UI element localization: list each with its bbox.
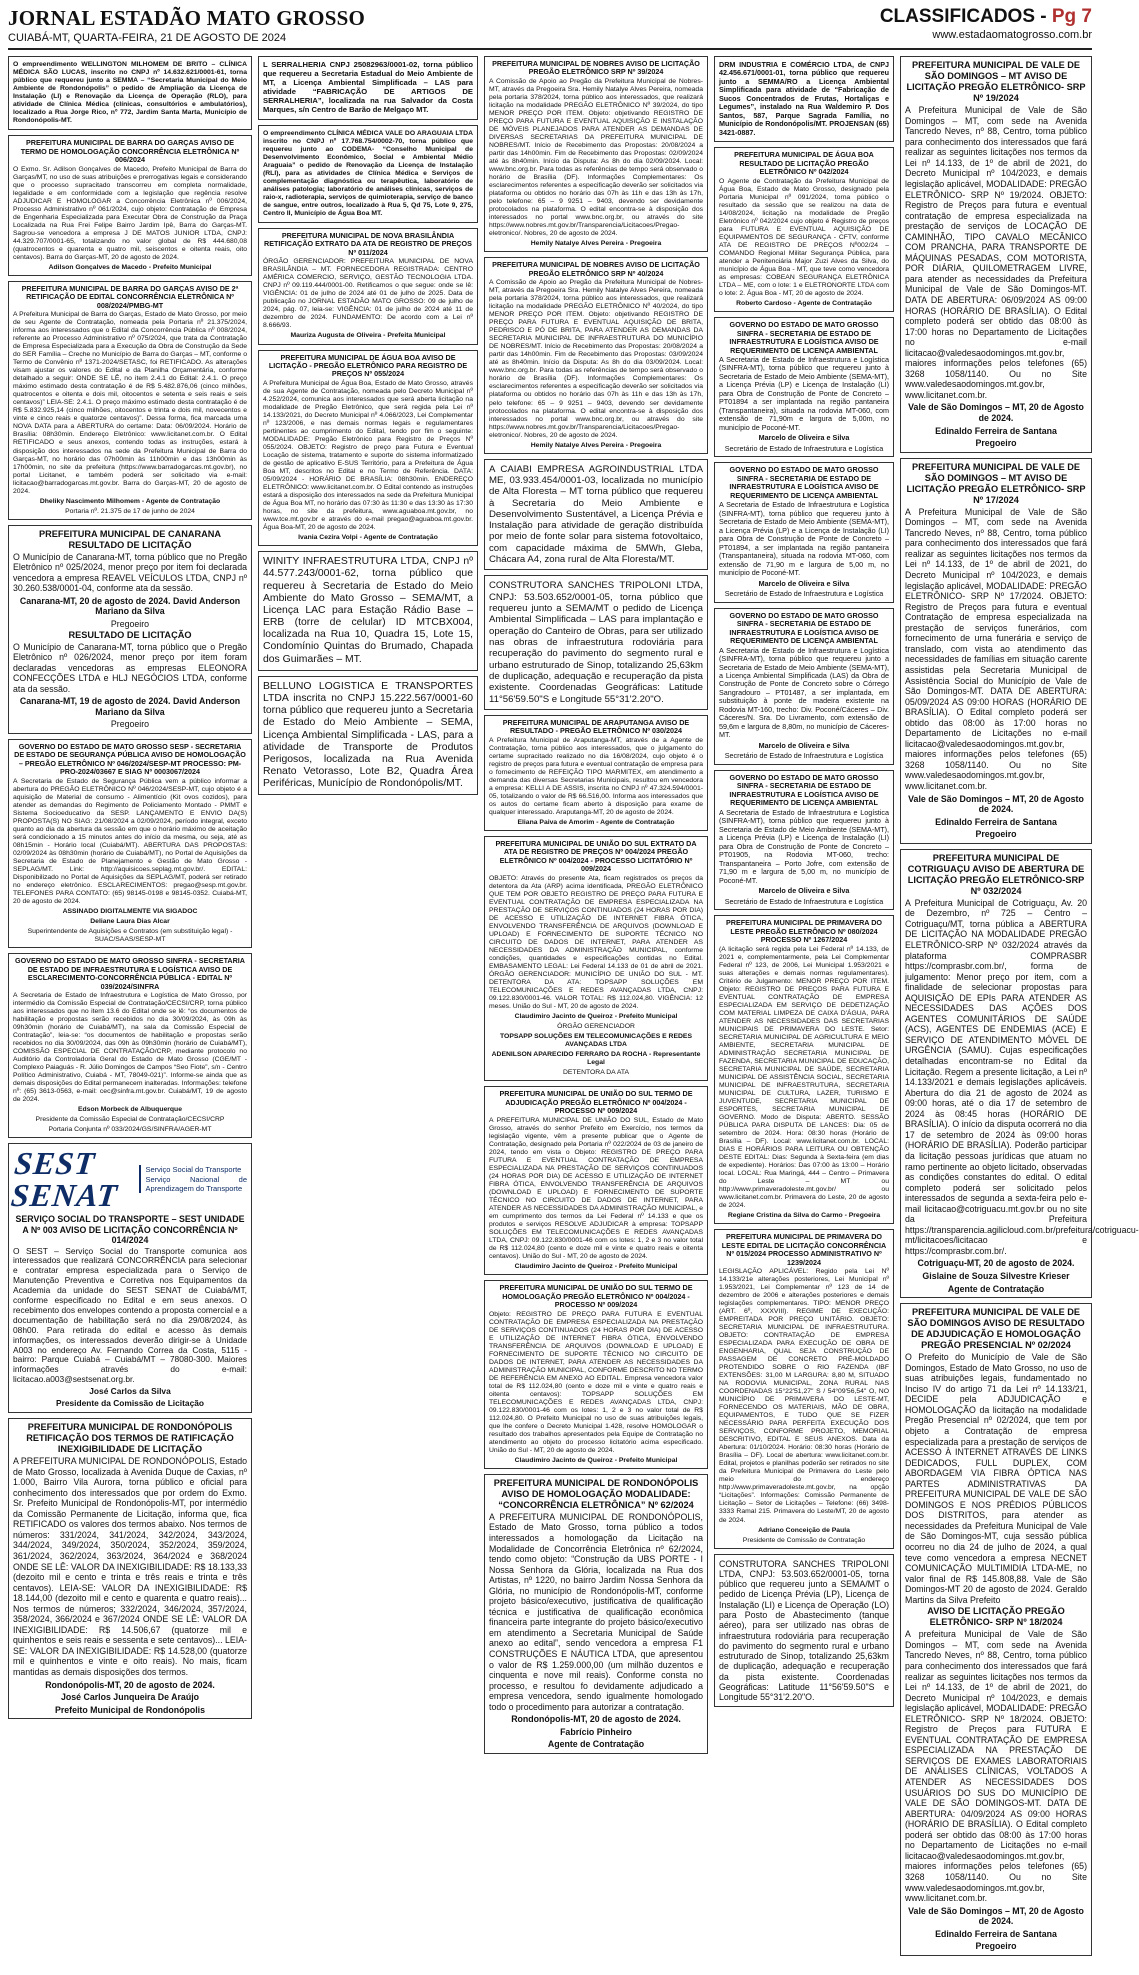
signature-role: Agente de Contratação xyxy=(947,1283,1045,1294)
notice-canarana xyxy=(8,525,252,734)
notice-sanches-posto xyxy=(714,1554,894,1708)
column-5 xyxy=(900,56,1139,1967)
signature-role: Presidente da Comissão de Licitação xyxy=(55,1398,204,1409)
signature-role: Secretário de Estado de Infraestrutura e Logística xyxy=(724,896,884,906)
signature: Claudimiro Jacinto de Queiroz - Prefeito Municipal xyxy=(514,1263,678,1271)
notice-text: A Prefeitura Municipal de Barra do Garças, Estado de Mato Grosso, por meio de seu Agente de Contratação, nomeada pela Portaria nº 21.375/2024, informa aos interessados que o Edital da Concorrência Pública nº 008/2024, referente ao Processo Administrativo nº 075/2024, que trata da Contratação de Empresa Especializada para a Execução da Obra de Construção da Sede do SER Família – Creche no Município de Barra do Garças – MT, conforme o Termo de Convênio nº 1371-2024/SETASC, foi RETIFICADO. As alterações visam ajustar os valores do Edital e da Planilha Orçamentária, conforme detalhado a seguir: ONDE SE LÊ, no item 2.4.1 do Edital: 2.4.1. O preço máximo estimado desta contratação é de R$ 5.482.876,06 (cinco milhões, quatrocentos e oitenta e dois mil, oitocentos e setenta e seis reais e seis centavos)” LEIA-SE: 2.4.1. O preço máximo estimado desta contratação é de R$ 5.832.925,14 (cinco milhões, oitocentos e trinta e dois mil, novecentos e vinte e cinco reais e quatorze centavos)”. Dessa forma, fica marcada uma NOVA DATA para a ABERTURA do certame: Data: 06/09/2024. Horário de Brasília: 08h30min. Endereço Eletrônico: www.licitanet.com.br. O Edital RETIFICADO e seus anexos, contendo todas as instruções, estará à disposição dos interessados na sede da Prefeitura Municipal de Barra do Garças-MT, no horário das 07h00min às 11h00min e das 13h00min às 17h00min, no site da prefeitura (https://www.barradogarcas.mt.gov.br), no portal Licitanet, e também poderá ser solicitado via e-mail: licitacao@barradogarcas.mt.gov.br. Barra do Garças-MT, 20 de agosto de 2024. xyxy=(13,311,247,495)
notice-l-serralheria xyxy=(258,56,478,120)
notice-title: PREFEITURA MUNICIPAL DE NOBRES AVISO DE LICITAÇÃO PREGÃO ELETRÔNICO SRP Nº 39/2024 xyxy=(492,59,700,77)
notice-title: PREFEITURA MUNICIPAL DE UNIÃO DO SUL TERMO DE ADJUDICAÇÃO PREGÃO ELETRÔNICO Nº 004/2024 - PROCESSO Nº 009/2024 xyxy=(499,1089,693,1116)
notice-sinfra-licenca-1 xyxy=(714,317,894,457)
signature-role: Prefeito Municipal de Rondonópolis xyxy=(54,1704,206,1715)
site-url[interactable]: www.estadaomatogrosso.com.br xyxy=(932,29,1092,41)
notice-nobres-39 xyxy=(484,56,708,252)
notice-title: PREFEITURA MUNICIPAL DE NOBRES AVISO DE LICITAÇÃO PREGÃO ELETRÔNICO SRP Nº 40/2024 xyxy=(492,260,700,278)
notice-text: O Município de Canarana-MT, torna público que o Pregão Eletrônico nº 026/2024, menor preço por item foram declaradas vencedoras as empresas ELEONORA CONFECÇÕES LTDA e HLJ NEGÓCIOS LTDA, conforme ata da sessão. xyxy=(13,641,247,694)
notice-text: Objeto: REGISTRO DE PREÇO PARA FUTURA E EVENTUAL CONTRATAÇÃO DE EMPRESA ESPECIALIZADA NA PRESTAÇÃO DE SERVIÇOS CONTINUADOS (24 HORAS POR DIA) DE ACESSO E UTILIZAÇÃO DE INTERNET FIBRA ÓTICA, ENVOLVENDO TRANSFERÊNCIA DE ARQUIVOS (DOWNLOAD E UPLOAD) E FORNECIMENTO DE SUPORTE TÉCNICO NO CIRCUITO DE DADOS DE INTERNET, PARA ATENDER AS NECESSIDADES DA ADMINISTRAÇÃO MUNICIPAL, CONFORME DESCRITO NO TERMO DE REFERÊNCIA EM ANEXO AO EDITAL. Empresa vencedora valor total de R$ 112.024,80 (cento e doze mil e vinte e quatro reais e oitenta centavos): TOPSAPP SOLUÇÕES EM TELECOMUNICAÇÕES E REDES AVANÇADAS LTDA, CNPJ: 09.122.830/0001-46 com os lotes: 1, 2 e 3 no valor total de R$ 112.024,80. O Prefeito Municipal no uso de suas atribuições legais, que lhe confere o Decreto Municipal 1.428, resolve HOMOLOGAR o resultado dos trabalhos apresentados pela Equipe de Contratação no atendimento ao objeto do processo licitatório acima especificado. União do Sul - MT, 20 de agosto de 2024. xyxy=(489,1310,703,1454)
notice-text: ÓRGÃO GERENCIADOR: PREFEITURA MUNICIPAL DE NOVA BRASILÂNDIA – MT. FORNECEDORA REGISTRADA: CENTRO AMÉRICA COMERCIO, SERVIÇO, GESTÃO TECNOLOGIA LTDA. CNPJ nº 09.119.444/0001-00. Retificamos o que segue: onde se lê: VIGÊNCIA: 01 de julho de 2024 até 01 de julho de 2025. Data de publicação no JORNAL ESTADÃO MATO GROSSO: 09 de julho de 2024, pág. 07, leia-se: VIGÊNCIA: 01 de julho de 2024 até 11 de dezembro de 2024. FUNDAMENTO: De acordo com a Lei nº 8.666/93. xyxy=(263,258,473,330)
notice-rondonopolis-homologacao xyxy=(484,1474,708,1754)
sest-senat-logo xyxy=(9,1145,247,1214)
masthead xyxy=(8,4,1092,50)
notice-clinica-araguaia xyxy=(258,125,478,223)
signature: Dheliky Nascimento Milhomem - Agente de Contratação xyxy=(39,497,221,505)
notice-text: O SEST – Serviço Social do Transporte comunica aos interessados que realizará CONCORRÊNCIA para selecionar e contratar empresa especializada para o Serviço de Manutenção Preventiva e Corretiva nos Equipamentos da Academia da unidade do SEST SENAT de Cuiabá/MT, conforme especificado no Edital e em seus anexos. O recebimento dos envelopes contendo a proposta comercial e a documentação de habilitação será no dia 29/08/2024, às 08h00. Para retirada do edital e acesso às demais informações, os interessados deverão dirigir-se à Unidade A003 no endereço Av. Fernando Correa da Costa, 5115 - bairro: Parque Cuiabá – Cuiabá/MT – 78080-300. Maiores informações através do e-mail: licitacao.a003@sestsenat.org.br. xyxy=(13,1245,247,1385)
signature-name: Edinaldo Ferreira de Santana xyxy=(935,816,1057,827)
notice-text: O empreendimento WELLINGTON MILHOMEM DE BRITO – CLÍNICA MÉDICA SÃO LUCAS, inscrito no CNPJ nº 14.632.621/0001-61, torna público que requereu junto a SEMMA – “Secretaria Municipal do Meio Ambiente de Rondonópolis” o pedido de Ampliação da Licença de Instalação (LI) e Renovação da Licença de Operação (RLO), para atividade de Clínica Médica (clínicas, consultórios e ambulatórios), localizado a Rua Jorge Rico, nº 772, Jardim Santa Marta, Município de Rondonópolis-MT. xyxy=(13,61,247,125)
notice-title: PREFEITURA MUNICIPAL DE COTRIGUAÇU AVISO DE ABERTURA DE LICITAÇÃO PREGÃO ELETRÔNICO-SRP Nº 032/2024 xyxy=(907,852,1085,896)
notice-text: A PREFEITURA MUNICIPAL DE RONDONÓPOLIS, Estado de Mato Grosso, torna público a todos interessados a homologação da Licitação na Modalidade de Concorrência Eletrônica nº 62/2024, tendo como objeto: “Construção da UBS PORTE - I Nossa Senhora da Glória, localizada na Rua dos Artistas, nº 1220, no bairro Jardim Nossa Senhora da Glória, no município de Rondonópolis-MT, conforme projeto básico/executivo, justificativa de qualificação técnica e justificativa de qualificação econômica financeira parte integrante do projeto básico/executivo em atendimento a Secretaria Municipal de Saúde anexo ao edital”, sendo vencedora a empresa F1 CONSTRUÇÕES E NÁUTICA LTDA, que apresentou o valor de R$ 1.259.000,00 (um milhão duzentos e cinquenta e nove mil reais). Conforme consta no processo, e resultou fo devidamente adjudicado a empresa vencedora, sendo igualmente homologado todo o procedimento para autorizar a contratação. xyxy=(489,1511,703,1712)
signature-role: Presidente de Comissão de Contratação xyxy=(742,1536,866,1544)
signature-role: Superintendente de Aquisições e Contratos (em substituição legal) - SUAC/SAAS/SESP-MT xyxy=(27,928,233,944)
notice-text: (A licitação será regida pela Lei Federal nº 14.133, de 2021 e, complementarmente, pela Lei Complementar Federal nº 123, de 2006, Lei Municipal 1.953/2021 e suas alterações e demais normas regulamentares). Critério de Julgamento: MENOR PREÇO POR ITEM. Objeto: REGISTRO DE PREÇOS PARA FUTURA E EVENTUAL CONTRATAÇÃO DE EMPRESA ESPECIALIZADA EM SERVIÇO DE DEDETIZAÇÃO COM MATERIAL LIMPEZA DE CAIXA D'ÁGUA, PARA ATENDER AS NECESSIDADES DAS SECRETARIAS MUNICIPAIS DE PRIMAVERA DO LESTE. Setor: SECRETARIA MUNICIPAL DE AGRICULTURA E MEIO AMBIENTE, SECRETARIA MUNICIPAL DE ADMINISTRAÇÃO SECRETARIA MUNICIPAL DE FAZENDA, SECRETARIA MUNICIPAL DE EDUCAÇÃO, SECRETARIA MUNICIPAL DE SAÚDE, SECRETARIA MUNICIPAL DE ASSISTÊNCIA SOCIAL, SECRETARIA MUNICIPAL DE INFRAESTRUTURA, SECRETARIA MUNICIPAL DE CULTURA, LAZER, TURISMO E JUVENTUDE, SECRETARIA MUNICIPAL DE ESPORTES, SECRETARIA MUNICIPAL DE GOVERNO. Modo de Disputa: ABERTO. SESSÃO PÚBLICA PARA DISPUTA DE LANCES: Dia: 05 de setembro de 2024. Hora: 08:30 horas (Horário de Brasília – DF). Local: www.licitanet.com.br. LOCAL: DIAS E HORÁRIOS PARA LEITURA OU OBTENÇÃO DESTE EDITAL: Dias: Segunda à Sexta-feira (em dias de expediente). Horários: Das 07:00 às 13:00 – Horário local. LOCAL: Rua Maringá, 444 – Centro – Primavera do Leste – MT ou http://www.primaveradoleste.mt.gov.br/ ou www.licitanet.com.br. Primavera do Leste, 20 de agosto de 2024. xyxy=(719,945,889,1210)
page-number: Pg 7 xyxy=(1051,6,1092,27)
notice-text: CONSTRUTORA SANCHES TRIPOLONI LTDA, CNPJ: 53.503.652/0001-05, torna público que requereu junto a SEMA/MT o pedido de Licença Ambiental Simplificada – LAS para implantação e operação do Canteiro de Obras, para ser utilizado nas obras de infraestrutura rodoviária para recuperação do pavimento do segmento rural e urbano estruturado de Sinop, totalizando 25,63km de duplicação, adequação e recuperação da pista existente. Coordenadas Geográficas: Latitude 11°56'59.50"S e Longitude 55°31'2.20"O. xyxy=(489,580,703,705)
notice-subtitle: AVISO DE LICITAÇÃO PREGÃO ELETRÔNICO- SRP Nº 18/2024 xyxy=(927,1606,1065,1628)
notice-sinfra-licenca-3 xyxy=(714,608,894,765)
signature-name: Edinaldo Ferreira de Santana xyxy=(935,1928,1057,1939)
notice-text: O Exmo. Sr. Adilson Gonçalves de Macedo, Prefeito Municipal de Barra do Garças/MT, no uso de suas atribuições e prerrogativas legais e considerando que o processo supracitado transcorreu em completa normalidade, legalidade e em conformidade com a legislação que regência resolve ADJUDICAR E HOMOLOGAR a Concorrência Eletrônica nº 006/2024, Processo Administrativo nº 061/2024, cujo objeto: Contratação de Empresa de Engenharia Especializada para Executar Obra de Construção da Praça Localizada na Rua Frei Felipe Bairro Jardim Ipê, Barra do Garças-MT. Sagrou-se vencedora a empresa J DE MATOS JUNIOR LTDA, CNPJ: 44.329.707/0001-65, totalizando no valor global de R$ 444.680,08 (quatrocentos e quarenta e quatro mil, seiscentos e oitenta reais, oito centavos). Barra do Garças-MT, 20 de agosto de 2024. xyxy=(13,165,247,261)
issue-date: CUIABÁ-MT, QUARTA-FEIRA, 21 DE AGOSTO DE 2024 xyxy=(8,32,287,44)
signature: Canarana-MT, 20 de agosto de 2024. David Anderson Mariano da Silva xyxy=(19,595,241,617)
signature-role: Pregoeiro xyxy=(975,438,1017,449)
notice-title: PREFEITURA MUNICIPAL DE ARAPUTANGA AVISO DE RESULTADO - PREGÃO ELETRÔNICO Nº 030/2024 xyxy=(502,717,690,736)
notice-vale-sao-domingos-19 xyxy=(900,56,1092,453)
notice-text: O empreendimento CLÍNICA MÉDICA VALE DO ARAGUAIA LTDA inscrito no CNPJ nº 17.768.754/0002-70, torna público que requereu junto ao CODEMA- “Conselho Municipal de Desenvolvimento Econômico, Social e Ambiental Médio Araguaia” o pedido de Renovação da Licença de Instalação (RLI), para as atividades de Clínica Médica e Serviços de complementação diagnóstica ou terapêutica, laboratório de análises patologia; laboratório de análises clínicas, serviços de raio-x, radioterapia, serviços de quimioterapia, serviço de banco de sangue, entre outros, localizado à Rua 5, Qd 75, Lote 9, 275, Centro II, Município de Água Boa MT. xyxy=(263,129,473,217)
notice-text: DRM INDUSTRIA E COMÉRCIO LTDA, de CNPJ 42.456.671/0001-01, torna público que requereu junto a SEMMA/RO a Licença Ambiental Simplificada para atividade de “Fabricação de Sucos Concentrados de Frutas, Hortaliças e Legumes”, instalado na Rua Waldemiro P. Dos Santos, 587, Parque Sagrada Família, no Município de Rondonópolis/MT. PROJENSAN (65) 3421-0887. xyxy=(719,60,889,137)
notice-title: PREFEITURA MUNICIPAL DE VALE DE SÃO DOMINGOS – MT AVISO DE LICITAÇÃO PREGÃO ELETRÔNICO- SRP Nº 17/2024 xyxy=(906,461,1086,505)
notice-text: A Prefeitura Municipal de Cotriguaçu, Av. 20 de Dezembro, nº 725 – Centro – Cotriguaçu/MT, torna pública a ABERTURA DE LICITAÇÃO NA MODALIDADE PREGÃO ELETRÔNICO-SRP Nº 032/2024 através da plataforma COMPRASBR https://comprasbr.com.br/, forma de julgamento: Menor preço por item, com a finalidade de selecionar propostas para AQUISIÇÃO DE EPIs PARA ATENDER AS NECESSIDADES DAS AÇÕES DOS AGENTES COMUNITÁRIOS DE SAÚDE (ACS), AGENTES DE ENDEMIAS (ACE) E SERVIÇO DE ATENDIMENTO MÓVEL DE URGÊNCIA (SAMU). Cujas especificações detalhadas encontram-se no Edital da Licitação. Regem a presente licitação, a Lei nº 14.133/2021 e demais legislações aplicáveis. Abertura do dia 21 de agosto de 2024 as 09:00 horas, até o dia 17 de setembro de 2024 às 08:45 horas (HORÁRIO DE BRASÍLIA). O início da disputa ocorrerá no dia 17 de setembro de 2024 às 09:00 horas (HORÁRIO DE BRASÍLIA). Poderão participar da licitação pessoas jurídicas que atuam no ramo pertinente ao objeto licitado, observadas as condições constantes do edital. O edital completo poderá ser solicitado pelos interessados de segunda a sexta-feira pelo e-mail licitacao@cotriguacu.mt.gov.br ou no site da Prefeitura https://transparencia.agilicloud.com.br/prefeitura/cotriguacu-mt/licitacoes/licitacao e https://comprasbr.com.br/. xyxy=(905,897,1139,1256)
signature: Marcelo de Oliveira e Silva xyxy=(758,886,850,896)
notice-title: PREFEITURA MUNICIPAL DE VALE DE SÃO DOMINGOS AVISO DE RESULTADO DE ADJUDICAÇÃO E HOMOLOGAÇÃO PREGÃO PRESENCIAL Nº 02/2024 xyxy=(907,1307,1085,1351)
notice-title: PREFEITURA MUNICIPAL DE UNIÃO DO SUL EXTRATO DA ATA DE REGISTRO DE PREÇOS Nº 004/2024 PREGÃO ELETRÔNICO Nº 004/2024 - PROCESSO LICITATÓRIO Nº 009/2024 xyxy=(495,838,697,874)
notice-subtitle: RESULTADO DE LICITAÇÃO xyxy=(68,629,192,640)
signature: Marcelo de Oliveira e Silva xyxy=(758,578,850,588)
signature: Claudimiro Jacinto de Queiroz - Prefeito Municipal xyxy=(514,1013,678,1021)
notice-nobres-40 xyxy=(484,257,708,453)
column-3 xyxy=(484,56,708,1967)
signature-role: Secretário de Estado de Infraestrutura e Logística xyxy=(724,443,884,453)
signature: Claudimiro Jacinto de Queiroz - Prefeito Municipal xyxy=(514,1456,678,1464)
notice-winity xyxy=(258,551,478,671)
notice-text: A Secretaria de Estado de Infraestrutura e Logística (SINFRA-MT), torna público que requereu junto à Secretaria de Estado de Meio Ambiente (SEMA-MT), a Licença Prévia (LP) e Licença de Instalação (LI) para Obra de Construção de Ponte de Concreto – PT01905, na Rodovia MT-060, trecho: Transpantaneira – Porto Jofre, com extensão de 71,90 m e largura de 5,00 m, no município de Poconé-MT. xyxy=(719,807,889,885)
signature: Hemily Natalye Alves Pereira - Pregoeira xyxy=(530,441,662,449)
notice-title: GOVERNO DO ESTADO DE MATO GROSSO SINFRA - SECRETARIA DE ESTADO DE INFRAESTRUTURA E LOGÍSTICA AVISO DE REQUERIMENTO DE LICENÇA AMBIENTAL xyxy=(729,772,879,808)
notice-text: A Comissão de Apoio ao Pregão da Prefeitura Municipal de Nobres-MT, através da Pregoeira Sra. Hemily Natalye Alves Pereira, nomeada pela portaria 378/2024, torna público aos interessados, que realizará licitação na modalidade PREGÃO ELETRÔNICO Nº 39/2024, do tipo MENOR PREÇO POR ITEM. Objeto: objetivando REGISTRO DE PREÇO PARA FUTURA E EVENTUAL AQUISIÇÃO E INSTALAÇÃO DE MÓVEIS PLANEJADOS PARA ATENDER AS DEMANDAS DE DIVERSAS SECRETARIAS DA PREFEITURA MUNICIPAL DE NOBRES/MT. Início de Recebimento das Propostas: 20/08/2024 a partir das 14h00min. Fim de Recebimento das Propostas: 02/09/2024 até às 8h40min. Início da Disputa: As 8h do dia 02/09/2024. Local: www.bnc.org.br. Para todas as referências de tempo será observado o horário de Brasília (DF). Informações Complementares: Os esclarecimentos referentes a especificação deverão ser solicitados via plataforma ou obtidos no horário das 07h às 11h e das 13h às 17h, pelo telefone: 65 – 9 9251 – 9403, devendo ser devidamente protocolados na plataforma. O edital encontra-se à disposição dos interessados no portal www.bnc.org.br, ou através do site https://www.nobres.mt.gov.br/Transparencia/Licitacoes/Pregao-eletronico/. Nobres, 20 de agosto de 2024. xyxy=(489,77,703,238)
logo-text: SEST SENAT xyxy=(9,1145,120,1214)
signature-name: Deliane Laura Dias Alcar xyxy=(90,918,170,926)
notice-title: GOVERNO DO ESTADO DE MATO GROSSO SINFRA - SECRETARIA DE ESTADO DE INFRAESTRUTURA E LOGÍSTICA AVISO DE ESCLARECIMENTO-CONCORRÊNCIA PÚBLICA - EDITAL Nº 039/2024/SINFRA xyxy=(14,956,245,991)
notice-nova-brasilandia xyxy=(258,228,478,345)
notice-text: A PREFEITURA MUNICIPAL DE RONDONÓPOLIS, Estado de Mato Grosso, localizada à Avenida Duque de Caxias, nº 1.000, Bairro Vila Aurora, torna público e oficial para conhecimento dos interessados que por ordem do Exmo. Sr. Prefeito Municipal de Rondonópolis-MT, por intermédio da Comissão Permanente de Licitação, informa que, fica RETIFICADO os valores dos termos abaixo. Nos termos de números: 331/2024, 341/2024, 342/2024, 343/2024, 344/2024, 349/2024, 350/2024, 352/2024, 359/2024, 361/2024, 362/2024, 363/2024, 364/2024 e 368/2024 ONDE SE LÊ: VALOR DA INEXIGIBILIDADE: R$ 18.133,33 (dezoito mil e cento e trinta e três reais e trinta e três centavos). LEIA-SE: VALOR DA INEXIGIBILIDADE: R$ 18.144,00 (dezoito mil e cento e quarenta e quatro reais)... Nos termos de números; 332/2024, 346/2024, 357/2024, 358/2024, 366/2024 e 367/2024 ONDE SE LÊ: VALOR DA INEXIGIBILIDADE: R$ 14.506,67 (quatorze mil e quinhentos e seis reais e sessenta e sete centavos)... LEIA-SE: VALOR DA INEXIGIBILIDADE: R$ 14.528,00 (quatorze mil e quinhentos e vinte e oito reais). No mais, ficam mantidas as demais disposições dos termos. xyxy=(13,1456,247,1678)
notice-text: WINITY INFRAESTRUTURA LTDA, CNPJ nº 44.577.243/0001-62, torna público que requereu à Secretaria de Estado do Meio Ambiente do Mato Grosso – SEMA/MT, a Licença LAC para Estação Rádio Base – ERB (torre de celular) ID MTCBX004, localizada na Rua 10, Quadra 15, Lote 15, Condomínio Quintas do Brumado, Chapada dos Guimarães – MT. xyxy=(263,556,473,665)
signature: Roberto Cardoso - Agente de Contratação xyxy=(736,300,872,308)
signature: Canarana-MT, 19 de agosto de 2024. David Anderson Mariano da Silva xyxy=(19,696,241,717)
signature-role: Pregoeiro xyxy=(975,1941,1017,1952)
notice-primavera-pregao xyxy=(714,915,894,1224)
logo-caption xyxy=(139,1165,247,1193)
signature: Marcelo de Oliveira e Silva xyxy=(758,433,850,443)
notice-title: PREFEITURA MUNICIPAL DE PRIMAVERA DO LESTE PREGÃO ELETRÔNICO Nº 080/2024 PROCESSO Nº 1267/2024 xyxy=(726,918,882,945)
notice-title: GOVERNO DO ESTADO DE MATO GROSSO SINFRA - SECRETARIA DE ESTADO DE INFRAESTRUTURA E LOGÍSTICA AVISO DE REQUERIMENTO DE LICENÇA AMBIENTAL xyxy=(729,610,879,646)
signature: Ivania Cezira Volpi - Agente de Contratação xyxy=(298,534,438,542)
signature: Vale de São Domingos – MT, 20 de Agosto de 2024. xyxy=(908,402,1084,423)
notice-wellington xyxy=(8,56,252,130)
notice-sanches-canteiro xyxy=(484,575,708,709)
notice-text: O Agente de Contratação da Prefeitura Municipal de Água Boa, Estado de Mato Grosso, designado pela Portaria Municipal nº 091/2024, torna público o resultado da sessão que se realizou na data de 14/08/2024, licitação na modalidade de Pregão Eletrônico nº 042/2024 cujo objeto é Registro de preços para FUTURA E EVENTUAL AQUISIÇÃO DE EQUIPAMENTOS DE SEGURANÇA - CFTV, conforme ATA DE REGISTRO DE PREÇOS Nº002/24 – COMANDO Regional Militar Segurança Pública, para atender a Penitenciária Major Zuzi Alves da Silva, do município de Água Boa - MT, que teve como vencedora as empresas: COBEAN SEGURANÇA ELETRÔNICA LTDA – ME, com o lote: 1 e ELETRONORTE LTDA com o lote: 2. Água Boa - MT, 20 de agosto de 2024. xyxy=(719,177,889,298)
notice-sinfra-esclarecimento xyxy=(8,953,252,1138)
notice-text: A Prefeitura Municipal de Água Boa, Estado de Mato Grosso, através de sua Agente de Contratação, nomeada pelo Decreto Municipal nº 4.252/2024, comunica aos interessados que será aberta licitação na modalidade de Pregão Eletrônico, que será regida pela Lei nº 14.133/2021, do Decreto Municipal nº 4.066/2023, Lei Complementar nº 123/2006, e nas demais normas legais e regulamentares pertinentes ao cumprimento do Edital, tendo por fim o seguinte: MODALIDADE: Pregão Eletrônico para Registro de Preços Nº 055/2024. OBJETO: Registro de preço para Futura e Eventual Locação de sistema, tratamento e suporte do sistema informatizado de gestão de aplicativo E-SUS Território, para a Prefeitura de Água Boa MT, descritos no Edital e no Termo de Referência. DATA: 05/09/2024 - HORÁRIO DE BRASÍLIA: 08h30min. ENDEREÇO ELETRÔNICO: www.licitanet.com.br. O Edital contendo as instruções estará a disposição dos interessados na sede da Prefeitura Municipal de Água Boa MT, no horário das 07:30 às 11:30 e das 13:30 às 17:30 horas, no site da prefeitura, www.aguaboa.mt.gov.br, no www.tce.mt.gov.br e através do e-mail pregao@aguaboa.mt.gov.br. Água Boa-MT, 20 de agosto de 2024. xyxy=(263,379,473,532)
notice-text: LEGISLAÇÃO APLICÁVEL: Regido pela Lei Nº 14.133/21e alterações posteriores, Lei Municipal nº 1.953/2021, Lei Complementar nº 123 de 14 de dezembro de 2006 e alterações posteriores e demais legislações complementares. TIPO: MENOR PREÇO (ART. 6º, XXXVIII). REGIME DE EXECUÇÃO: EMPREITADA POR PREÇO UNITÁRIO. OBJETO: SECRETARIA MUNICIPAL DE INFRAESTRUTURA. OBJETO: CONTRATAÇÃO DE EMPRESA ESPECIALIZADA PARA EXECUÇÃO DE OBRA DE ENGENHARIA, QUAL SEJA CONSTRUÇÃO DE PASSAGEM DE CONCRETO PRÉ-MOLDADO PROTENDIDO SOBRE O RIO FAZENDA (IBF EXTENSÕES: 31,00 M LARGURA: 8,80 M, SITUADO NA RODOVIA MUNICIPAL, ZONA RURAL NAS COORDENADAS 15°22'51,27" S / 54°09'56,54" O, NO MUNICÍPIO DE PRIMAVERA DO LESTE-MT, FORNECENDO OS MATERIAIS, MÃO DE OBRA, EQUIPAMENTOS, E TUDO QUE SE FIZER NECESSÁRIO PARA PERFEITA EXECUÇÃO DOS SERVIÇOS, CONFORME PROJETO, MEMORIAL DESCRITIVO, EDITAL E SEUS ANEXOS. Data da Abertura: 01/10/2024. Horário: 08:30 horas (Horário de Brasília – DF). Local de abertura: www.licitanet.com.br. Edital, projetos e planilhas poderão ser retirados no site da Prefeitura Municipal de Primavera do Leste pelo meio do endereço http://www.primaveradoleste.mt.gov.br, na opção “Licitações”. Informações: Comissão Permanente de Licitação – Setor de Licitações – Telefone: (66) 3498-3333 Ramal 215. Primavera do Leste/MT, 20 de agosto de 2024. xyxy=(719,1268,889,1524)
notice-rondonopolis-retificacao xyxy=(8,1418,252,1719)
notice-title: PREFEITURA MUNICIPAL DE VALE DE SÃO DOMINGOS – MT AVISO DE LICITAÇÃO PREGÃO ELETRÔNICO- SRP Nº 19/2024 xyxy=(906,60,1086,104)
notice-text: O Prefeito do Município de Vale de São Domingos, Estado de Mato Grosso, no uso de suas atribuições legais, fundamentado no Inciso IV do artigo 71 da Lei nº 14.133/21, DECIDE pela ADJUDICAÇÃO e HOMOLOGAÇÃO da licitação na modalidade Pregão Presencial nº 02/2024, que tem por objeto a Contratação de empresa especializada para a prestação de serviços de ACESSO À INTERNET ATRAVÉS DE LINKS DEDICADOS, FULL DUPLEX, COM ABORDAGEM VIA FIBRA ÓPTICA NAS PARTES ADMINISTRATIVAS DA PREFEITURA MUNICIPAL DE VALE DE SÃO DOMINGOS E NOS PRÉDIOS PÚBLICOS DOS DISTRITOS, para atender as necessidades da Prefeitura Municipal de Vale de São Domingos-MT, cuja sessão pública ocorreu no dia 24 de julho de 2024, a qual teve como vencedora a empresa NECNET COMUNICAÇÃO MULTIMIDIA LTDA-ME, no valor final de R$ 145.808,88. Vale de São Domingos-MT 20 de agosto de 2024. Geraldo Martins da Silva Prefeito xyxy=(905,1352,1087,1605)
notice-text: A Secretaria de Estado de Infraestrutura e Logística (SINFRA-MT), torna público que requereu junto a Secretaria de Estado de Meio Ambiente (SEMA-MT), a Licença Ambiental Simplificada (LAS) da Obra de Construção de Ponte de Concreto sobre o Córrego Sangradouro – PT01487, a ser implantada, em substituição à ponte de madeira existente na Rodovia MT-160, trecho: Div. Poconé/Cáceres – Div. Cáceres/N. Sra. Do Livramento, com extensão de 59,6m e largura de 8,80m, no município de Cáceres-MT. xyxy=(719,645,889,740)
signature: Vale de São Domingos – MT, 20 de Agosto de 2024. xyxy=(908,793,1084,815)
notice-title: GOVERNO DO ESTADO DE MATO GROSSO SINFRA - SECRETARIA DE ESTADO DE INFRAESTRUTURA E LOGÍSTICA AVISO DE REQUERIMENTO DE LICENÇA AMBIENTAL xyxy=(729,320,879,355)
column-1 xyxy=(8,56,252,1967)
signature: Marcelo de Oliveira e Silva xyxy=(758,740,850,750)
notice-agua-boa-pregao xyxy=(258,350,478,547)
notice-sinfra-licenca-2 xyxy=(714,462,894,602)
notice-title: PREFEITURA MUNICIPAL DE ÁGUA BOA AVISO DE LICITAÇÃO - PREGÃO ELETRÔNICO PARA REGISTRO DE PREÇOS Nº 055/2024 xyxy=(268,352,468,379)
notice-text: A CAIABI EMPRESA AGROINDUSTRIAL LTDA ME, 03.933.454/0001-03, localizada no município de Alta Floresta – MT torna público que requereu à Secretaria do Meio Ambiente e Desenvolvimento Sustentável, a Licença Prévia e Instalação para atividade de geração distribuída por meio de fonte solar para sistema fotovoltaico, com capacidade máxima de 5MWh, Gleba, Chácara A4, zona rural de Alta Floresta/MT. xyxy=(489,463,703,566)
notice-text: OBJETO: Através do presente Ata, ficam registrados os preços da detentora da Ata (ARP) acima identificada, PREGÃO ELETRÔNICO QUE TEM POR OBJETO REGISTRO DE PREÇO PARA FUTURA E EVENTUAL CONTRATAÇÃO DE EMPRESA ESPECIALIZADA NA PRESTAÇÃO DE SERVIÇOS CONTINUADOS (24 HORAS POR DIA) DE ACESSO E UTILIZAÇÃO DE INTERNET FIBRA ÓTICA, ENVOLVENDO TRANSFERÊNCIA DE ARQUIVOS (DOWNLOAD E UPLOAD) E FORNECIMENTO DE SUPORTE TÉCNICO NO CIRCUITO DE DADOS DE INTERNET, PARA ATENDER AS NECESSIDADES DA ADMINISTRAÇÃO MUNICIPAL, conforme condições, quantidades e especificações contidas no Edital. EMBASAMENTO LEGAL: Lei Federal 14.133 de 01 de abril de 2021. ÓRGÃO GERENCIADOR: MUNICÍPIO DE UNIÃO DO SUL - MT. DETENTORA DA ATA: TOPSAPP SOLUÇÕES EM TELECOMUNICAÇÕES E REDES AVANÇADAS LTDA, CNPJ: 09.122.830/0001-46. VALOR TOTAL: R$ 112.024,80. VIGÊNCIA: 12 meses. União do Sul - MT, 20 de agosto de 2024. xyxy=(489,874,703,1011)
signature: Eliana Paiva de Amorim - Agente de Contratação xyxy=(517,818,675,826)
notice-text: A Secretaria de Estado de Infraestrutura e Logística (SINFRA-MT), torna público que requereu junto à Secretaria de Estado de Meio Ambiente (SEMA-MT), a Licença Prévia (LP) e a Licença de Instalação (LI) para Obra de Construção de Ponte de Concreto – PT01894, a ser implantada na região pantaneira (Transpantaneira), situada na rodovia MT-060, com extensão de 71,90 m e largura de 5,00 m, no município de Poconé-MT. xyxy=(719,500,889,578)
signature-role: Secretário de Estado de Infraestrutura e Logística xyxy=(724,589,884,599)
notice-title: PREFEITURA MUNICIPAL DE ÁGUA BOA RESULTADO DE LICITAÇÃO PREGÃO ELETRÔNICO Nº 042/2024 xyxy=(734,150,874,177)
notice-title: PREFEITURA MUNICIPAL DE RONDONÓPOLIS RETIFICAÇÃO DOS TERMOS DE RATIFICAÇÃO INEXIGIBILIDADE DE LICITAÇÃO xyxy=(26,1422,234,1455)
signature: Vale de São Domingos – MT, 20 de Agosto de 2024. xyxy=(908,1905,1084,1927)
notice-text: A Prefeitura Municipal de Araputanga-MT, através de a Agente de Contratação, torna público aos interessados, que o julgamento do certame supracitado realizado no dia 16/08/2024, cujo objeto é o registro de preços para futura e eventual contratação de empresa para o fornecimento de REFEIÇÃO TIPO MARMITEX, em atendimento a demanda das diversas Secretarias Municipais, resultou em vencedora a empresa: KELLI A DE ASSIS, inscrita no CNPJ nº 47.324.594/0001-05, totalizando o valor de R$ 66.516,00. Informa aos interessados que os autos do certame ficam aberto à disposição para exame de qualquer interessado. Araputanga-MT, 20 de agosto de 2024. xyxy=(489,736,703,816)
signature-role: Portaria Conjunta nº 033/2024/GS/SINFRA/AGER-MT xyxy=(48,1126,212,1134)
signature-name: José Carlos Junqueira De Araújo xyxy=(60,1692,200,1703)
notice-sest-senat xyxy=(8,1143,252,1413)
notice-title: GOVERNO DO ESTADO DE MATO GROSSO SINFRA - SECRETARIA DE ESTADO DE INFRAESTRUTURA E LOGÍSTICA AVISO DE REQUERIMENTO DE LICENÇA AMBIENTAL xyxy=(729,465,879,500)
signature: Rondonópolis-MT, 20 de agosto de 2024. xyxy=(511,1714,681,1725)
notice-cotriguacu xyxy=(900,849,1139,1298)
signature: TOPSAPP SOLUÇÕES EM TELECOMUNICAÇÕES E REDES AVANÇADAS LTDA xyxy=(500,1033,692,1049)
notice-title: PREFEITURA MUNICIPAL DE UNIÃO DO SUL TERMO DE HOMOLOGAÇÃO PREGÃO ELETRÔNICO Nº 004/2024 - PROCESSO Nº 009/2024 xyxy=(499,1283,693,1310)
signature-role: ÓRGÃO GERENCIADOR xyxy=(557,1023,635,1031)
signature: Adilson Gonçalves de Macedo - Prefeito Municipal xyxy=(48,263,212,271)
column-4 xyxy=(714,56,894,1967)
signature: Rondonópolis-MT, 20 de agosto de 2024. xyxy=(45,1679,215,1690)
signature: José Carlos da Silva xyxy=(89,1386,171,1397)
notice-title: PREFEITURA MUNICIPAL DE RONDONÓPOLIS AVISO DE HOMOLOGAÇÃO MODALIDADE: “CONCORRÊNCIA ELETRÔNICA” Nº 62/2024 xyxy=(493,1477,699,1510)
notice-sinfra-licenca-4 xyxy=(714,770,894,910)
notice-text: A Secretaria de Estado de Infraestrutura e Logística (SINFRA-MT), torna público que requereu junto à Secretaria de Estado de Meio Ambiente (SEMA-MT), a Licença Prévia (LP) e Licença de Instalação (LI) para Obra de Construção de Ponte de Concreto – PT01894 a ser implantada na região pantaneira (Transpantaneira), situada na rodovia MT-060, com extensão de 71,90m e largura de 5,00m, no município de Poconé-MT. xyxy=(719,355,889,432)
notice-belluno xyxy=(258,676,478,796)
signature: Regiane Cristina da Silva do Carmo - Pregoeira xyxy=(727,1212,881,1220)
notice-text: A Secretaria de Estado de Infraestrutura e Logística de Mato Grosso, por intermédio da Comissão Especial de Contratação/CECSI/CRP, torna público aos interessados que no item 13.6 do Edital onde se lê: “os documentos de habilitação e propostas serão recebidos no dia 30/09/2024, às 09h às 09h30min (horário de Cuiabá/MT), na sala da Comissão Especial de Contratação”, leia-se: “os documentos de habilitação e propostas serão recebidos no dia 30/09/2024, das 09h às 09h30min (horário de Cuiabá/MT), COMISSÃO ESPECIAL DE CONTRATAÇÃO/CRP, mediante protocolo no Auditório da Controladoria Geral do Estado de Mato Grosso (CGE/MT - Complexo Paiaguás - R. Júlio Domingos de Campos “Seo Fiote”, s/n - Centro Político Administrativo, Cuiabá - MT, 78049-021)”. Informe-se ainda que as demais disposições do Edital permanecem inalteradas. Informações: telefone nº: (65) 3613-0563, e-mail: cec@sinfra.mt.gov.br. Cuiabá/MT, 19 de agosto de 2024. xyxy=(13,992,247,1104)
newspaper-page xyxy=(8,4,1139,1967)
notice-text: A PREFEITURA MUNICIPAL DE UNIÃO DO SUL, Estado de Mato Grosso, através do senhor Prefeito em Exercício, nos termos da legislação vigente, vêm a presente publicar que o Agente de Contratação, designado pela Portaria nº 022/2024 de 03 de janeiro de 2024, tendo em vista o Objeto: REGISTRO DE PREÇO PARA FUTURA E EVENTUAL CONTRATAÇÃO DE EMPRESA ESPECIALIZADA NA PRESTAÇÃO DE SERVIÇOS CONTINUADOS (24 HORAS POR DIA) DE ACESSO E UTILIZAÇÃO DE INTERNET FIBRA ÓTICA, ENVOLVENDO TRANSFERÊNCIA DE ARQUIVOS (DOWNLOAD E UPLOAD) E FORNECIMENTO DE SUPORTE TÉCNICO NO CIRCUITO DE DADOS DE INTERNET, PARA ATENDER AS NECESSIDADES DA ADMINISTRAÇÃO MUNICIPAL, e em cumprimento dos termos da Lei Federal nº 14.133 e que os produtos e serviços RESOLVE ADJUDICAR à empresa: TOPSAPP SOLUÇÕES EM TELECOMUNICAÇÕES E REDES AVANÇADAS LTDA, CNPJ: 09.122.830/0001-46 com os lotes: 1, 2 e 3 no valor total de R$ 112.024,80 (cento e doze mil e vinte e quatro reais e oitenta centavos). União do Sul - MT, 20 de agosto de 2024. xyxy=(489,1116,703,1261)
logo-caption-2: Serviço Nacional de Aprendizagem do Transporte xyxy=(145,1174,247,1194)
signature: Edson Morbeck de Albuquerque xyxy=(78,1106,182,1114)
signature-name: Fabrício Pinheiro xyxy=(560,1726,632,1737)
notice-text: BELLUNO LOGISTICA E TRANSPORTES LTDA inscrita no CNPJ 15.222.567/0001-60 torna público que requereu junto a Secretaria de Estado do Meio Ambiente – SEMA, Licença Ambiental Simplificada - LAS, para a atividade de Transporte de Produtos Perigosos, localizada na Rua Avenida Renato Vetorasso, Lote B2, Quadra Área Periféricas, Município de Rondonópolis/MT. xyxy=(263,680,473,790)
columns xyxy=(8,56,1139,1967)
signature: Hemily Natalye Alves Pereira - Pregoeira xyxy=(530,240,662,248)
notice-uniao-sul-ata xyxy=(484,836,708,1081)
notice-title: PREFEITURA MUNICIPAL DE PRIMAVERA DO LESTE EDITAL DE LICITAÇÃO CONCORRÊNCIA Nº 015/2024 PROCESSO ADMINISTRATIVO Nº 1239/2024 xyxy=(721,1232,887,1267)
notice-text: A prefeitura Municipal de Vale de São Domingos – MT, com sede na Avenida Tancredo Neves, nº 88, Centro, torna público para conhecimento dos interessados que fará realizar as seguintes licitações nos termos da Lei nº 14.133, de 1º de abril de 2021, do Decreto Municipal nº 104/2023, e demais legislação aplicável, MODALIDADE: PREGÃO ELETRÔNICO- SRP Nº 18/2024. OBJETO: Registro de Preços para FUTURA E EVENTUAL CONTRATAÇÃO DE EMPRESA ESPECIALIZADA NA PRESTAÇÃO DE SERVIÇOS DE EXAMES LABORATORIAIS DE ANÁLISES CLÍNICAS, VOLTADOS A ATENDER AS NECESSIDADES DOS USUÁRIOS DO SUS DO MUNICÍPIO DE VALE DE SÃO DOMINGOS-MT. DATA DE ABERTURA: 04/09/2024 AS 09:00 HORAS (HORÁRIO DE BRASÍLIA). O Edital completo poderá ser obtido das 08:00 às 17:00 horas no Departamento de Licitações no e-mail licitacao@valedesaodomingos.mt.gov.br, maiores informações pelos telefones (65) 3268 1058/1140. Ou no Site www.valedesaodomingos.mt.gov.br, www.licitanet.com.br. xyxy=(905,1629,1087,1904)
notice-primavera-concorrencia xyxy=(714,1229,894,1548)
signature: Cotriguaçu-MT, 20 de agosto de 2024. xyxy=(917,1258,1075,1269)
signature-role: Presidente da Comissão Especial de Contratação/CECSI/CRP xyxy=(35,1116,225,1124)
signature-name: Gislaine de Souza Silvestre Krieser xyxy=(922,1270,1070,1281)
notice-vale-sao-domingos-17 xyxy=(900,458,1092,844)
notice-text: A Comissão de Apoio ao Pregão da Prefeitura Municipal de Nobres-MT, através da Pregoeira Sra. Hemily Natalye Alves Pereira, nomeada pela portaria 378/2024, torna público aos interessados, que realizará licitação na modalidade PREGÃO ELETRÔNICO Nº 40/2024, do tipo MENOR PREÇO POR ITEM. Objeto: objetivando REGISTRO DE PREÇO PARA FUTURA E EVENTUAL AQUISIÇÃO DE BRITA, PEDRISCO E PÓ DE BRITA, PARA ATENDER AS DEMANDAS DA SECRETARIA MUNICIPAL DE INFRAESTRUTURA DO MUNICÍPIO DE NOBRES/MT. Início de Recebimento das Propostas: 20/08/2024 a partir das 14h00min. Fim de Recebimento das Propostas: 03/09/2024 até as 8h40min. Início da Disputa: As 8h do dia 03/09/2024. Local: www.bnc.org.br. Para todas as referências de tempo será observado o horário de Brasília (DF). Informações Complementares: Os esclarecimentos referentes a especificação deverão ser solicitados via plataforma ou obtidos no horário das 07h às 11h e das 13h às 17h, pelo telefone: 65 – 9 9251 – 9403, devendo ser devidamente protocolados na plataforma. O edital encontra-se à disposição dos interessados no portal www.bnc.org.br, ou através do site https://www.nobres.mt.gov.br/Transparencia/Licitacoes/Pregao-eletronico/. Nobres, 20 de agosto de 2024. xyxy=(489,279,703,439)
section-header xyxy=(880,6,1092,28)
signature-role: Pregoeiro xyxy=(110,618,150,629)
signature-role: Secretário de Estado de Infraestrutura e Logística xyxy=(724,751,884,761)
signature: Mauriza Augusta de Oliveira - Prefeita Municipal xyxy=(290,332,446,340)
notice-barra-garcas-homologacao xyxy=(8,135,252,276)
signature: ASSINADO DIGITALMENTE VIA SIGADOC xyxy=(62,908,198,916)
notice-title: PREFEITURA MUNICIPAL DE CANARANA RESULTADO DE LICITAÇÃO xyxy=(38,528,222,550)
signature-note: Portaria nº. 21.375 de 17 de junho de 2024 xyxy=(65,507,195,515)
notice-barra-garcas-retificacao xyxy=(8,281,252,520)
notice-text: A Prefeitura Municipal de Vale de São Domingos – MT, com sede na Avenida Tancredo Neves, nº 88, Centro, torna público para conhecimento dos interessados que fará realizar as seguintes licitações nos termos da Lei nº 14.133, de 1º de abril de 2021, do Decreto Municipal nº 104/2023, e demais legislação aplicável, MODALIDADE: PREGÃO ELETRÔNICO- SRP Nº 17/2024. OBJETO: Registro de Preços para futura e eventual Contratação de empresa especializada na prestação de serviços funerários, com fornecimento de urna funerária e serviço de translado, com vista ao atendimento das necessidades de famílias em situação carente assistidas pela Secretaria Municipal de Assistência Social do Município de Vale de São Domingos-MT. DATA DE ABERTURA: 05/09/2024 AS 09:00 HORAS (HORÁRIO DE BRASÍLIA). O Edital completo poderá ser obtido das 08:00 às 17:00 horas no Departamento de Licitações no e-mail licitacao@valedesaodomingos.mt.gov.br, maiores informações pelos telefones (65) 3268 1058/1140. Ou no Site www.valedesaodomingos.mt.gov.br, www.licitanet.com.br. xyxy=(905,506,1087,791)
notice-vale-sao-domingos-resultado xyxy=(900,1303,1092,1956)
notice-caiabi xyxy=(484,459,708,571)
notice-text: A Secretaria de Estado de Segurança Pública vem a público informar a abertura do PREGÃO ELETRÔNICO Nº 046/2024/SESP-MT, cujo objeto é a aquisição de Material de consumo - Alimentício (Kit ovos cozidos), para atender as demandas do Regimento de Policiamento Montado - PMMT e Sistema Socioeducativo da SESP. LANÇAMENTO E ENVIO DA(S) PROPOSTA(S) NO SIAG: 21/08/2024 a 02/09/2024, período integral, exceto quanto ao dia da abertura da sessão em que o horário máximo de aceitação será condicionado a 15 minutos antes do início da mesma, ou seja, até as 08h15min - Horário local (Cuiabá/MT). ABERTURA DAS PROPOSTAS: 02/09/2024 às 08h30min (horário de Cuiabá/MT), no Portal de Aquisições da Secretaria de Estado de Planejamento e Gestão de Mato Grosso - SEPLAG/MT. Link: http://aquisicoes.seplag.mt.gov.br/. EDITAL: Disponibilizado no Portal de Aquisições da SEPLAG/MT, poderá ser retirado no endereço eletrônico. ESCLARECIMENTOS: pregao@sesp.mt.gov.br. TELEFONES PARA CONTATO: (65) 98145-0198 e 98145-0352. Cuiabá-MT, 20 de agosto de 2024. xyxy=(13,777,247,906)
signature-role: Agente de Contratação xyxy=(547,1739,645,1750)
notice-text: CONSTRUTORA SANCHES TRIPOLONI LTDA, CNPJ: 53.503.652/0001-05, torna público que requereu junto a SEMA/MT o pedido de Licença Prévia (LP), Licença de Instalação (LI) e Licença de Operação (LO) para Posto de Abastecimento (tanque aéreo), para ser utilizado nas obras de infraestrutura rodoviária para recuperação do pavimento do segmento rural e urbano estruturado de Sinop, totalizando 25,63km de duplicação, adequação e recuperação da pista existente. Coordenadas Geográficas: Latitude 11°56'59.50"S e Longitude 55°31'2.20"O. xyxy=(719,1558,889,1703)
notice-title: PREFEITURA MUNICIPAL DE BARRA DO GARÇAS AVISO DE 2ª RETIFICAÇÃO DE EDITAL CONCORRÊNCIA ELETRÔNICA Nº 008/2024/PMBG-MT xyxy=(21,283,239,310)
column-2 xyxy=(258,56,478,1967)
signature-role: DETENTORA DA ATA xyxy=(562,1069,630,1077)
newspaper-title: JORNAL ESTADÃO MATO GROSSO xyxy=(8,6,366,30)
notice-title: PREFEITURA MUNICIPAL DE NOVA BRASILÂNDIA RETIFICAÇÃO EXTRATO DA ATA DE REGISTRO DE PREÇOS Nº 011/2024 xyxy=(264,230,472,257)
notice-text: A Prefeitura Municipal de Vale de São Domingos – MT, com sede na Avenida Tancredo Neves, nº 88, Centro, torna público para conhecimento dos interessados que fará realizar as seguintes licitações nos termos da Lei nº 14.133, de 1º de abril de 2021, do Decreto Municipal nº 104/2023, e demais legislação aplicável, MODALIDADE: PREGÃO ELETRÔNICO- SRP Nº 19/2024. OBJETO: Registro de Preços para futura e eventual contratação de empresa especializada na prestação de serviços de LOCAÇÃO DE CAMINHÃO, TIPO CAVALO MECÂNICO COM PRANCHA, PARA TRANSPORTE DE MÁQUINAS PESADAS, COM MOTORISTA, POR DIÁRIA, QUILOMETRAGEM LIVRE, para atender as necessidades da Prefeitura Municipal de Vale de São Domingos-MT. DATA DE ABERTURA: 06/09/2024 AS 09:00 HORAS (HORÁRIO DE BRASÍLIA). O Edital completo poderá ser obtido das 08:00 às 17:00 horas no Departamento de Licitações no e-mail licitacao@valedesaodomingos.mt.gov.br, maiores informações pelos telefones (65) 3268 1058/1140. Ou no Site www.valedesaodomingos.mt.gov.br, www.licitanet.com.br. xyxy=(905,105,1087,400)
notice-title: SERVIÇO SOCIAL DO TRANSPORTE – SEST UNIDADE A Nº 003 AVISO DE LICITAÇÃO CONCORRÊNCIA Nº 014/2024 xyxy=(15,1214,245,1246)
signature: Adriano Conceição de Paula xyxy=(758,1526,850,1534)
notice-text: L SERRALHERIA CNPJ 25082963/0001-02, torna público que requereu a Secretaria Estadual do Meio Ambiente de MT, a Licença Ambiental Simplificada – LAS para atividade “FABRICAÇÃO DE ARTIGOS DE SERRALHERIA”, localizada na rua Salvador da Costa Marques, s/n Centro de Barão de Melgaço MT. xyxy=(263,60,473,114)
notice-drm xyxy=(714,56,894,142)
notice-text: O Município de Canarana-MT, torna público que no Pregão Eletrônico nº 025/2024, menor preço por item foi declarada vencedora a empresa REAVEL VEÍCULOS LTDA, CNPJ nº 30.260.538/0001-04, conforme ata da sessão. xyxy=(13,551,247,594)
notice-uniao-sul-homologacao xyxy=(484,1280,708,1469)
notice-araputanga xyxy=(484,715,708,831)
logo-caption-1: Serviço Social do Transporte xyxy=(145,1165,242,1175)
signature-role: Pregoeiro xyxy=(110,719,150,730)
section-label: CLASSIFICADOS - xyxy=(879,6,1047,27)
signature-role: Pregoeiro xyxy=(975,829,1017,840)
signature-name: Edinaldo Ferreira de Santana xyxy=(935,425,1057,436)
notice-uniao-sul-adjudicacao xyxy=(484,1086,708,1275)
notice-sesp xyxy=(8,739,252,948)
notice-agua-boa-resultado xyxy=(714,147,894,312)
notice-title: PREFEITURA MUNICIPAL DE BARRA DO GARÇAS AVISO DE TERMO DE HOMOLOGAÇÃO CONCORRÊNCIA ELETRÔNICA Nº 006/2024 xyxy=(20,138,240,165)
notice-title: GOVERNO DO ESTADO DE MATO GROSSO SESP - SECRETARIA DE ESTADO DE SEGURANÇA PÚBLICA AVISO DE HOMOLOGAÇÃO – PREGÃO ELETRÔNICO Nº 046/2024/SESP-MT PROCESSO: PM-PRO-2024/03667 E SIAG Nº 0003067/2024 xyxy=(14,741,246,777)
signature-name: ADENILSON APARECIDO FERRARO DA ROCHA - Representante Legal xyxy=(491,1051,701,1067)
